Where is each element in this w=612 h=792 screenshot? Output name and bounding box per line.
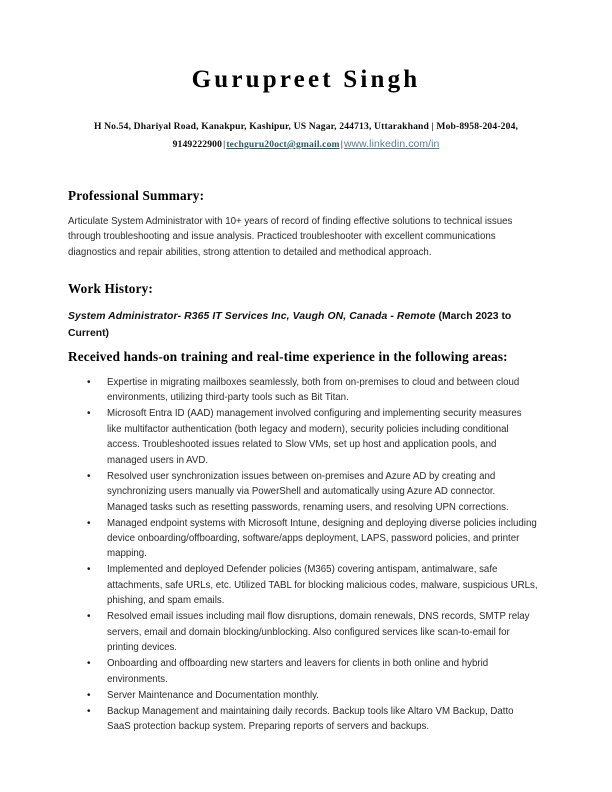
professional-summary-text: Articulate System Administrator with 10+ years of record of finding effective solutions to technical issues through troubleshooting and issue analysis. Practiced troubleshooter with excellent communications diagnostics and repair abilities, strong attention to detailed and methodical approach. [68, 216, 513, 258]
list-item-text: Implemented and deployed Defender policies (M365) covering antispam, antimalware, safe attachments, safe URLs, etc. Utilized TABL for blocking malicious codes, malware, suspicious URLs, phishing, and spam emails. [107, 564, 538, 607]
separator-1: | [223, 139, 226, 150]
bullet-icon: • [87, 470, 91, 482]
contact-links-line [40, 139, 572, 150]
list-item [68, 704, 538, 735]
bullet-icon: • [87, 611, 91, 623]
separator-2: | [340, 139, 343, 150]
bullet-icon: • [87, 658, 91, 670]
list-item [68, 562, 538, 608]
list-item-text: Managed endpoint systems with Microsoft Intune, designing and deploying diverse policies including device onboarding/offboarding, software/apps deployment, LAPS, password policies, and printer mapping. [107, 517, 537, 560]
list-item [68, 516, 538, 562]
list-item-text: Resolved user synchronization issues between on-premises and Azure AD by creating and synchronizing users manually via PowerShell and automatically using Azure AD connector. Managed tasks such as resetting passwords, renaming users, and resolving UPN corrections. [107, 470, 509, 513]
list-item [68, 406, 538, 468]
bullet-icon: • [87, 705, 91, 717]
professional-summary-heading: Professional Summary: [68, 188, 205, 203]
list-item-text: Server Maintenance and Documentation monthly. [107, 689, 319, 701]
linkedin-link[interactable]: www.linkedin.com/in [343, 139, 440, 150]
list-item [68, 656, 538, 687]
list-item-text: Microsoft Entra ID (AAD) management involved configuring and implementing security measures like multifactor authentication (both legacy and modern), security policies including conditional access. Troubleshooted issues related to Slow VMs, set up host and application pools, and managed users in AVD. [107, 408, 522, 466]
bullet-icon: • [87, 517, 91, 529]
bullet-icon: • [87, 689, 91, 701]
list-item-text: Resolved email issues including mail flow disruptions, domain renewals, DNS records, SMTP relay servers, email and domain blocking/unblocking. Also configured services like scan-to-email for printing devices. [107, 611, 530, 654]
bullet-icon: • [87, 377, 91, 388]
list-item [68, 609, 538, 655]
candidate-name: Gurupreet Singh [191, 66, 421, 93]
bullet-icon: • [87, 564, 91, 576]
areas-heading: Received hands-on training and real-time experience in the following areas: [68, 349, 508, 364]
list-item-text: Expertise in migrating mailboxes seamlessly, both from on-premises to cloud and between cloud environments, utilizing third-party tools such as Bit Titan. [107, 377, 520, 404]
job-entry [68, 309, 536, 342]
list-item-text: Onboarding and offboarding new starters and leavers for clients in both online and hybrid environments. [107, 658, 489, 685]
phone-number: 9149222900 [172, 139, 223, 150]
experience-bullet-list [68, 375, 538, 735]
list-item [68, 469, 538, 515]
work-history-heading: Work History: [68, 281, 154, 296]
job-title: System Administrator- R365 IT Services Inc, Vaugh ON, Canada - Remote [68, 311, 436, 322]
bullet-icon: • [87, 408, 91, 420]
list-item [68, 375, 538, 406]
list-item-text: Backup Management and maintaining daily records. Backup tools like Altaro VM Backup, Datto SaaS protection backup system. Preparing reports of servers and backups. [107, 705, 514, 732]
job-dates: (March 2023 to Current) [68, 311, 512, 339]
contact-address-line: H No.54, Dhariyal Road, Kanakpur, Kashipur, US Nagar, 244713, Uttarakhand | Mob-8958-204-204, [93, 121, 519, 132]
email-link[interactable]: techguru20oct@gmail.com [226, 139, 340, 150]
list-item [68, 688, 538, 703]
